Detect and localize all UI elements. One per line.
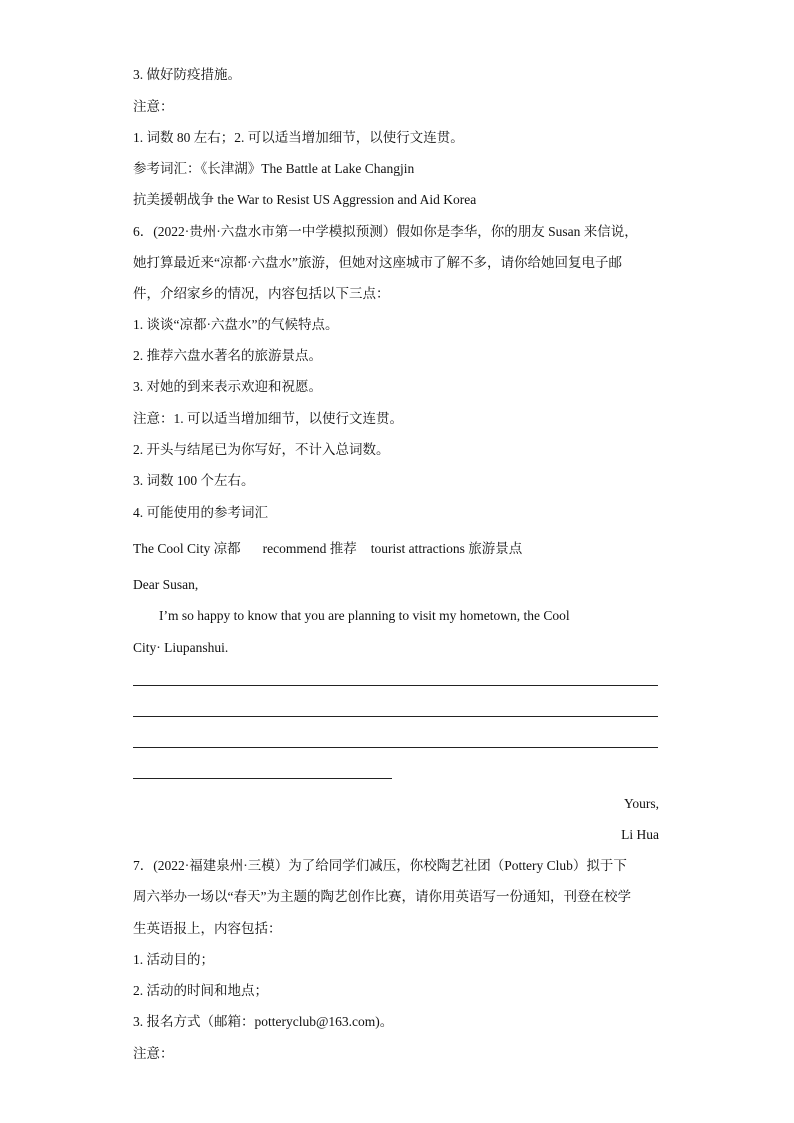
question-7-line-3: 生英语报上，内容包括：	[133, 921, 282, 936]
note-line: 1. 词数 80 左右；2. 可以适当增加细节，以使行文连贯。	[133, 130, 464, 145]
question-6-line-3: 件，介绍家乡的情况，内容包括以下三点：	[133, 286, 390, 301]
q7-note-title: 注意：	[133, 1046, 174, 1061]
letter-closing: Yours,	[623, 796, 659, 811]
letter-signature: Li Hua	[621, 827, 659, 842]
question-7-line-2: 周六举办一场以“春天”为主题的陶艺创作比赛，请你用英语写一份通知，刊登在校学	[133, 889, 631, 904]
q6-vocab-row	[133, 540, 522, 558]
q6-requirement-2: 2. 推荐六盘水著名的旅游景点。	[133, 348, 322, 363]
vocab-line-1: 参考词汇：《长津湖》The Battle at Lake Changjin	[133, 161, 415, 176]
vocab-line-2: 抗美援朝战争 the War to Resist US Aggression and Aid Korea	[133, 192, 477, 207]
question-7-line-1: 7．(2022·福建泉州·三模）为了给同学们减压，你校陶艺社团（Pottery Club）拟于下	[133, 858, 627, 873]
vocab-recommend: recommend 推荐	[262, 541, 357, 556]
vocab-cool-city: The Cool City 凉都	[133, 541, 241, 556]
q6-note-4: 4. 可能使用的参考词汇	[133, 505, 268, 520]
question-6-line-2: 她打算最近来“凉都·六盘水”旅游，但她对这座城市了解不多，请你给她回复电子邮	[133, 255, 622, 270]
answer-line[interactable]	[133, 685, 658, 686]
q7-requirement-3: 3. 报名方式（邮箱：potteryclub@163.com)。	[133, 1014, 394, 1029]
question-6-line-1: 6．(2022·贵州·六盘水市第一中学模拟预测）假如你是李华，你的朋友 Susan 来信说，	[133, 224, 638, 239]
q6-note-3: 3. 词数 100 个左右。	[133, 473, 255, 488]
answer-line[interactable]	[133, 778, 392, 779]
q6-note-2: 2. 开头与结尾已为你写好，不计入总词数。	[133, 442, 390, 457]
letter-opening-line-2: City· Liupanshui.	[133, 640, 229, 655]
answer-line[interactable]	[133, 716, 658, 717]
q6-note-1: 注意：1. 可以适当增加细节，以使行文连贯。	[133, 411, 403, 426]
q6-requirement-1: 1. 谈谈“凉都·六盘水”的气候特点。	[133, 317, 339, 332]
letter-salutation: Dear Susan,	[133, 577, 199, 592]
vocab-tourist-attractions: tourist attractions 旅游景点	[370, 541, 523, 556]
q7-requirement-1: 1. 活动目的；	[133, 952, 214, 967]
requirement-item-3: 3. 做好防疫措施。	[133, 67, 241, 82]
answer-line[interactable]	[133, 747, 658, 748]
q7-requirement-2: 2. 活动的时间和地点；	[133, 983, 268, 998]
letter-opening-line-1: I’m so happy to know that you are planning to visit my hometown, the Cool	[159, 608, 570, 623]
q6-requirement-3: 3. 对她的到来表示欢迎和祝愿。	[133, 379, 322, 394]
note-title: 注意：	[133, 99, 174, 114]
